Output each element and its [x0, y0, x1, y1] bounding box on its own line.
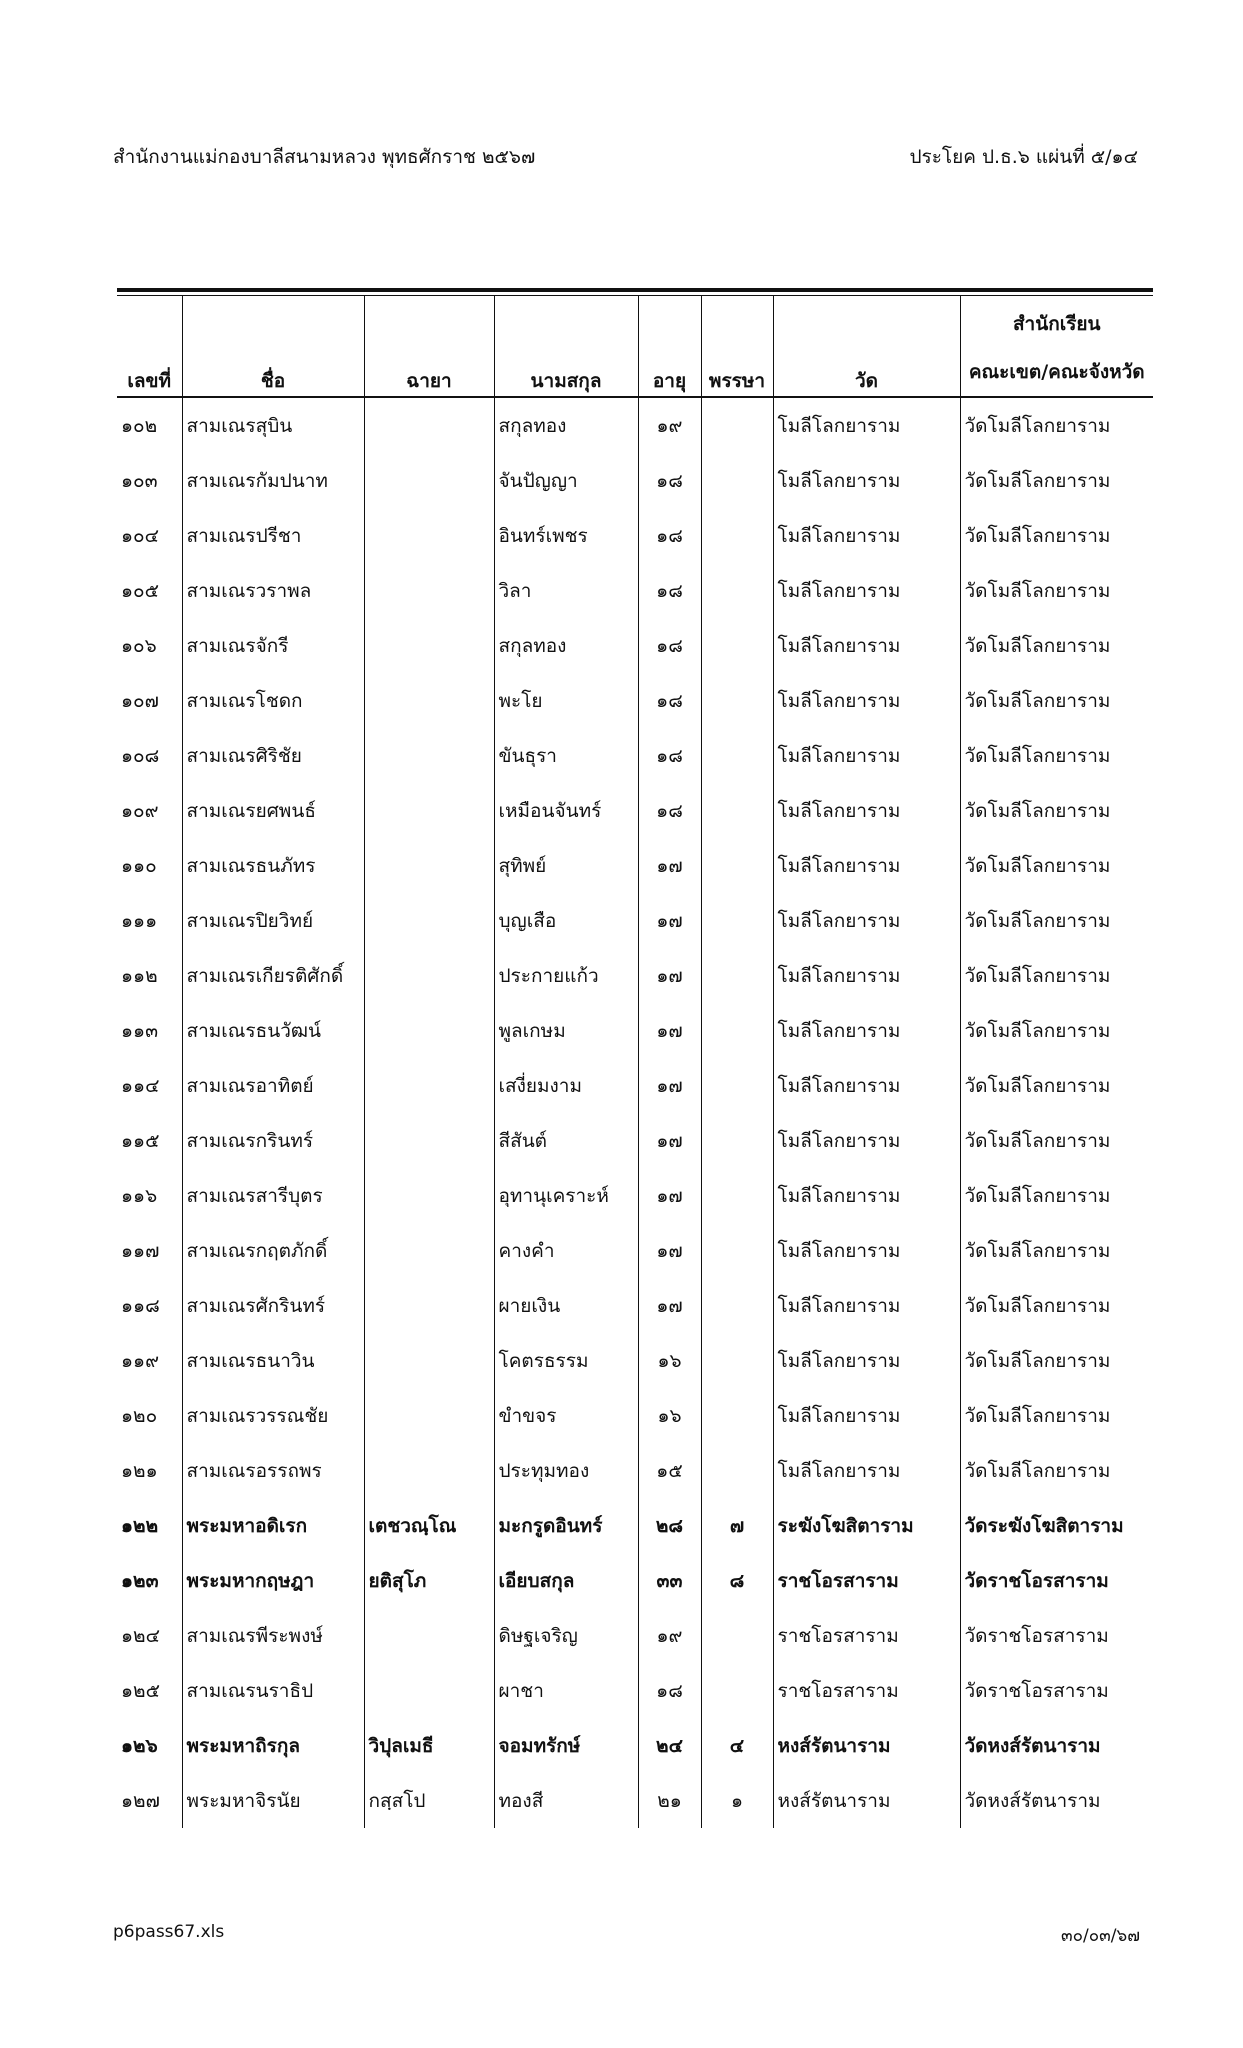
cell-surname: วิลา: [494, 563, 638, 618]
cell-chaya: [364, 1003, 494, 1058]
cell-school: วัดราชโอรสาราม: [960, 1663, 1153, 1718]
cell-surname: มะกรูดอินทร์: [494, 1498, 638, 1553]
cell-name: สามเณรวรรณชัย: [182, 1388, 364, 1443]
cell-name: สามเณรปิยวิทย์: [182, 893, 364, 948]
table-row: [117, 1223, 1153, 1278]
table-row: [117, 563, 1153, 618]
cell-num: ๑๑๖: [121, 1184, 158, 1207]
cell-num: ๑๑๔: [121, 1074, 160, 1097]
cell-school: วัดโมลีโลกยาราม: [960, 1113, 1153, 1168]
cell-chaya: [364, 838, 494, 893]
table-row: [117, 1333, 1153, 1388]
table-body: [117, 397, 1153, 1828]
cell-chaya: [364, 453, 494, 508]
cell-num: ๑๑๓: [121, 1019, 159, 1042]
cell-num: ๑๒๓: [121, 1569, 159, 1592]
col-header-age: อายุ: [638, 296, 701, 397]
cell-school: วัดโมลีโลกยาราม: [960, 893, 1153, 948]
cell-num: ๑๑๕: [121, 1129, 160, 1152]
table-row: [117, 1553, 1153, 1608]
cell-vassa: ๘: [701, 1553, 773, 1608]
table-row: [117, 618, 1153, 673]
cell-chaya: [364, 1168, 494, 1223]
cell-vassa: [701, 1608, 773, 1663]
cell-school: วัดโมลีโลกยาราม: [960, 508, 1153, 563]
cell-wat: โมลีโลกยาราม: [773, 673, 960, 728]
cell-surname: เหมือนจันทร์: [494, 783, 638, 838]
table-row: [117, 1443, 1153, 1498]
cell-name: สามเณรธนวัฒน์: [182, 1003, 364, 1058]
cell-name: สามเณรอาทิตย์: [182, 1058, 364, 1113]
cell-surname: ประทุมทอง: [494, 1443, 638, 1498]
table-top-rule: [117, 288, 1153, 292]
cell-num: ๑๒๖: [121, 1734, 158, 1757]
cell-chaya: [364, 1113, 494, 1168]
cell-age: ๓๓: [638, 1553, 701, 1608]
cell-vassa: [701, 783, 773, 838]
table-row: [117, 1113, 1153, 1168]
cell-wat: โมลีโลกยาราม: [773, 1388, 960, 1443]
cell-vassa: [701, 1058, 773, 1113]
cell-vassa: [701, 618, 773, 673]
col-header-wat: วัด: [773, 296, 960, 397]
cell-surname: อินทร์เพชร: [494, 508, 638, 563]
cell-school: วัดโมลีโลกยาราม: [960, 563, 1153, 618]
cell-vassa: [701, 453, 773, 508]
cell-name: สามเณรโชดก: [182, 673, 364, 728]
cell-school: วัดราชโอรสาราม: [960, 1553, 1153, 1608]
cell-name: สามเณรกรินทร์: [182, 1113, 364, 1168]
cell-name: พระมหากฤษฎา: [182, 1553, 364, 1608]
col-header-school: [960, 296, 1153, 397]
cell-name: สามเณรปรีชา: [182, 508, 364, 563]
cell-age: ๑๘: [638, 783, 701, 838]
cell-chaya: [364, 1278, 494, 1333]
cell-surname: สีสันต์: [494, 1113, 638, 1168]
table-row: [117, 728, 1153, 783]
cell-school: วัดระฆังโฆสิตาราม: [960, 1498, 1153, 1553]
cell-surname: โคตรธรรม: [494, 1333, 638, 1388]
cell-num: ๑๐๘: [121, 744, 160, 767]
cell-wat: ราชโอรสาราม: [773, 1553, 960, 1608]
cell-num: ๑๑๑: [121, 909, 158, 932]
cell-vassa: [701, 1113, 773, 1168]
cell-vassa: [701, 1168, 773, 1223]
table-row: [117, 1663, 1153, 1718]
cell-wat: โมลีโลกยาราม: [773, 508, 960, 563]
cell-num: ๑๐๓: [121, 469, 158, 492]
cell-age: ๑๘: [638, 508, 701, 563]
col-header-school-top: สำนักเรียน: [1012, 313, 1101, 335]
cell-num: ๑๒๗: [121, 1789, 160, 1812]
footer-date: ๓๐/๐๓/๖๗: [1060, 1926, 1140, 1946]
cell-surname: ขันธุรา: [494, 728, 638, 783]
cell-surname: คางคำ: [494, 1223, 638, 1278]
cell-wat: โมลีโลกยาราม: [773, 1223, 960, 1278]
cell-vassa: [701, 948, 773, 1003]
cell-wat: โมลีโลกยาราม: [773, 453, 960, 508]
cell-age: ๑๕: [638, 1443, 701, 1498]
cell-wat: โมลีโลกยาราม: [773, 563, 960, 618]
cell-school: วัดโมลีโลกยาราม: [960, 783, 1153, 838]
cell-name: พระมหาอดิเรก: [182, 1498, 364, 1553]
cell-chaya: [364, 673, 494, 728]
cell-num: ๑๑๒: [121, 964, 158, 987]
cell-name: สามเณรสุบิน: [182, 397, 364, 453]
table-row: [117, 1003, 1153, 1058]
cell-school: วัดโมลีโลกยาราม: [960, 1278, 1153, 1333]
table-row: [117, 453, 1153, 508]
cell-school: วัดโมลีโลกยาราม: [960, 1168, 1153, 1223]
table-row: [117, 1773, 1153, 1828]
cell-vassa: ๑: [701, 1773, 773, 1828]
cell-age: ๑๙: [638, 1608, 701, 1663]
cell-wat: โมลีโลกยาราม: [773, 838, 960, 893]
cell-name: สามเณรธนภัทร: [182, 838, 364, 893]
cell-name: พระมหาจิรนัย: [182, 1773, 364, 1828]
cell-vassa: [701, 728, 773, 783]
cell-wat: โมลีโลกยาราม: [773, 618, 960, 673]
cell-vassa: [701, 563, 773, 618]
cell-age: ๑๗: [638, 948, 701, 1003]
cell-school: วัดโมลีโลกยาราม: [960, 1223, 1153, 1278]
cell-age: ๒๑: [638, 1773, 701, 1828]
table-row: [117, 1718, 1153, 1773]
table-row: [117, 1058, 1153, 1113]
cell-wat: โมลีโลกยาราม: [773, 1058, 960, 1113]
table-header-row: [117, 296, 1153, 397]
cell-age: ๑๘: [638, 1663, 701, 1718]
cell-name: สามเณรสารีบุตร: [182, 1168, 364, 1223]
cell-num: ๑๑๘: [121, 1294, 160, 1317]
table-row: [117, 1608, 1153, 1663]
cell-surname: ดิษฐเจริญ: [494, 1608, 638, 1663]
table-row: [117, 1388, 1153, 1443]
cell-wat: หงส์รัตนาราม: [773, 1718, 960, 1773]
cell-school: วัดโมลีโลกยาราม: [960, 948, 1153, 1003]
table-row: [117, 673, 1153, 728]
cell-wat: ราชโอรสาราม: [773, 1608, 960, 1663]
cell-vassa: [701, 1663, 773, 1718]
cell-chaya: [364, 508, 494, 563]
cell-chaya: เตชวณฺโณ: [364, 1498, 494, 1553]
cell-chaya: [364, 1058, 494, 1113]
cell-school: วัดโมลีโลกยาราม: [960, 673, 1153, 728]
cell-name: สามเณรศิริชัย: [182, 728, 364, 783]
cell-name: สามเณรจักรี: [182, 618, 364, 673]
cell-wat: โมลีโลกยาราม: [773, 728, 960, 783]
cell-num: ๑๐๕: [121, 579, 160, 602]
cell-vassa: [701, 1443, 773, 1498]
cell-vassa: [701, 1388, 773, 1443]
cell-surname: ประกายแก้ว: [494, 948, 638, 1003]
cell-age: ๑๗: [638, 1168, 701, 1223]
cell-surname: จอมทรักษ์: [494, 1718, 638, 1773]
col-header-school-bottom: คณะเขต/คณะจังหวัด: [968, 361, 1145, 383]
cell-name: สามเณรธนาวิน: [182, 1333, 364, 1388]
cell-vassa: ๔: [701, 1718, 773, 1773]
cell-surname: ผาชา: [494, 1663, 638, 1718]
cell-vassa: [701, 1003, 773, 1058]
cell-school: วัดหงส์รัตนาราม: [960, 1718, 1153, 1773]
cell-wat: โมลีโลกยาราม: [773, 1113, 960, 1168]
cell-school: วัดหงส์รัตนาราม: [960, 1773, 1153, 1828]
col-header-vassa: พรรษา: [701, 296, 773, 397]
cell-surname: สกุลทอง: [494, 397, 638, 453]
cell-num: ๑๐๙: [121, 799, 159, 822]
col-header-num: เลขที่: [117, 296, 182, 397]
cell-wat: โมลีโลกยาราม: [773, 1003, 960, 1058]
cell-name: สามเณรกฤตภักดิ์: [182, 1223, 364, 1278]
cell-chaya: [364, 1223, 494, 1278]
cell-chaya: วิปุลเมธี: [364, 1718, 494, 1773]
cell-num: ๑๑๗: [121, 1239, 160, 1262]
table-row: [117, 508, 1153, 563]
cell-surname: สุทิพย์: [494, 838, 638, 893]
table-row: [117, 948, 1153, 1003]
cell-vassa: [701, 397, 773, 453]
cell-vassa: ๗: [701, 1498, 773, 1553]
cell-age: ๑๘: [638, 673, 701, 728]
table-row: [117, 838, 1153, 893]
cell-wat: โมลีโลกยาราม: [773, 397, 960, 453]
col-header-surname: นามสกุล: [494, 296, 638, 397]
header-office-title: สำนักงานแม่กองบาลีสนามหลวง พุทธศักราช ๒๕๖๗: [113, 146, 536, 168]
cell-school: วัดโมลีโลกยาราม: [960, 453, 1153, 508]
cell-name: สามเณรยศพนธ์: [182, 783, 364, 838]
cell-school: วัดโมลีโลกยาราม: [960, 618, 1153, 673]
table-row: [117, 1168, 1153, 1223]
results-table: [117, 296, 1153, 1828]
cell-num: ๑๒๒: [121, 1514, 159, 1537]
cell-name: สามเณรอรรถพร: [182, 1443, 364, 1498]
cell-wat: หงส์รัตนาราม: [773, 1773, 960, 1828]
cell-chaya: กสฺสโป: [364, 1773, 494, 1828]
cell-vassa: [701, 1223, 773, 1278]
cell-age: ๒๘: [638, 1498, 701, 1553]
cell-age: ๑๖: [638, 1333, 701, 1388]
cell-surname: สกุลทอง: [494, 618, 638, 673]
cell-age: ๑๘: [638, 728, 701, 783]
cell-school: วัดโมลีโลกยาราม: [960, 728, 1153, 783]
cell-age: ๑๘: [638, 453, 701, 508]
header-sheet-number: ประโยค ป.ธ.๖ แผ่นที่ ๕/๑๔: [909, 146, 1138, 168]
cell-chaya: [364, 948, 494, 1003]
cell-chaya: [364, 1608, 494, 1663]
table-row: [117, 1498, 1153, 1553]
cell-chaya: [364, 618, 494, 673]
cell-age: ๑๗: [638, 893, 701, 948]
cell-age: ๑๙: [638, 397, 701, 453]
cell-chaya: [364, 1443, 494, 1498]
cell-name: สามเณรนราธิป: [182, 1663, 364, 1718]
cell-surname: พะโย: [494, 673, 638, 728]
cell-surname: จันปัญญา: [494, 453, 638, 508]
cell-chaya: [364, 1663, 494, 1718]
cell-age: ๑๗: [638, 1058, 701, 1113]
cell-age: ๑๗: [638, 1113, 701, 1168]
cell-vassa: [701, 838, 773, 893]
cell-surname: ขำขจร: [494, 1388, 638, 1443]
cell-surname: ผายเงิน: [494, 1278, 638, 1333]
cell-num: ๑๒๐: [121, 1404, 158, 1427]
cell-wat: โมลีโลกยาราม: [773, 1333, 960, 1388]
col-header-name: ชื่อ: [182, 296, 364, 397]
footer-filename: p6pass67.xls: [113, 1922, 225, 1942]
cell-name: สามเณรวราพล: [182, 563, 364, 618]
cell-wat: โมลีโลกยาราม: [773, 1278, 960, 1333]
cell-wat: โมลีโลกยาราม: [773, 783, 960, 838]
cell-age: ๑๗: [638, 1003, 701, 1058]
col-header-chaya: ฉายา: [364, 296, 494, 397]
cell-vassa: [701, 673, 773, 728]
cell-name: พระมหาถิรกุล: [182, 1718, 364, 1773]
cell-surname: ทองสี: [494, 1773, 638, 1828]
cell-school: วัดโมลีโลกยาราม: [960, 1333, 1153, 1388]
cell-name: สามเณรพีระพงษ์: [182, 1608, 364, 1663]
cell-age: ๒๔: [638, 1718, 701, 1773]
cell-age: ๑๗: [638, 1278, 701, 1333]
cell-chaya: ยติสุโภ: [364, 1553, 494, 1608]
cell-wat: โมลีโลกยาราม: [773, 893, 960, 948]
cell-chaya: [364, 563, 494, 618]
cell-num: ๑๐๗: [121, 689, 159, 712]
cell-num: ๑๒๔: [121, 1624, 160, 1647]
cell-school: วัดราชโอรสาราม: [960, 1608, 1153, 1663]
cell-age: ๑๗: [638, 838, 701, 893]
cell-vassa: [701, 893, 773, 948]
cell-num: ๑๐๔: [121, 524, 160, 547]
cell-chaya: [364, 893, 494, 948]
cell-wat: โมลีโลกยาราม: [773, 1168, 960, 1223]
cell-wat: ราชโอรสาราม: [773, 1663, 960, 1718]
table-row: [117, 1278, 1153, 1333]
table-row: [117, 397, 1153, 453]
cell-surname: เอียบสกุล: [494, 1553, 638, 1608]
cell-school: วัดโมลีโลกยาราม: [960, 397, 1153, 453]
cell-age: ๑๘: [638, 618, 701, 673]
cell-age: ๑๖: [638, 1388, 701, 1443]
cell-surname: พูลเกษม: [494, 1003, 638, 1058]
cell-school: วัดโมลีโลกยาราม: [960, 1058, 1153, 1113]
cell-chaya: [364, 1333, 494, 1388]
cell-num: ๑๑๙: [121, 1349, 160, 1372]
cell-vassa: [701, 1333, 773, 1388]
cell-name: สามเณรศักรินทร์: [182, 1278, 364, 1333]
cell-chaya: [364, 728, 494, 783]
cell-wat: โมลีโลกยาราม: [773, 1443, 960, 1498]
cell-school: วัดโมลีโลกยาราม: [960, 1443, 1153, 1498]
cell-surname: เสงี่ยมงาม: [494, 1058, 638, 1113]
cell-surname: บุญเสือ: [494, 893, 638, 948]
cell-num: ๑๐๒: [121, 414, 158, 437]
cell-wat: โมลีโลกยาราม: [773, 948, 960, 1003]
cell-wat: ระฆังโฆสิตาราม: [773, 1498, 960, 1553]
cell-age: ๑๘: [638, 563, 701, 618]
cell-age: ๑๗: [638, 1223, 701, 1278]
cell-name: สามเณรเกียรติศักดิ์: [182, 948, 364, 1003]
cell-name: สามเณรกัมปนาท: [182, 453, 364, 508]
cell-school: วัดโมลีโลกยาราม: [960, 1388, 1153, 1443]
cell-num: ๑๒๕: [121, 1679, 160, 1702]
cell-chaya: [364, 783, 494, 838]
cell-chaya: [364, 1388, 494, 1443]
cell-num: ๑๑๐: [121, 854, 157, 877]
cell-num: ๑๐๖: [121, 634, 157, 657]
cell-school: วัดโมลีโลกยาราม: [960, 838, 1153, 893]
cell-chaya: [364, 397, 494, 453]
table-row: [117, 893, 1153, 948]
cell-vassa: [701, 1278, 773, 1333]
table-row: [117, 783, 1153, 838]
cell-surname: อุทานุเคราะห์: [494, 1168, 638, 1223]
cell-vassa: [701, 508, 773, 563]
cell-school: วัดโมลีโลกยาราม: [960, 1003, 1153, 1058]
cell-num: ๑๒๑: [121, 1459, 158, 1482]
